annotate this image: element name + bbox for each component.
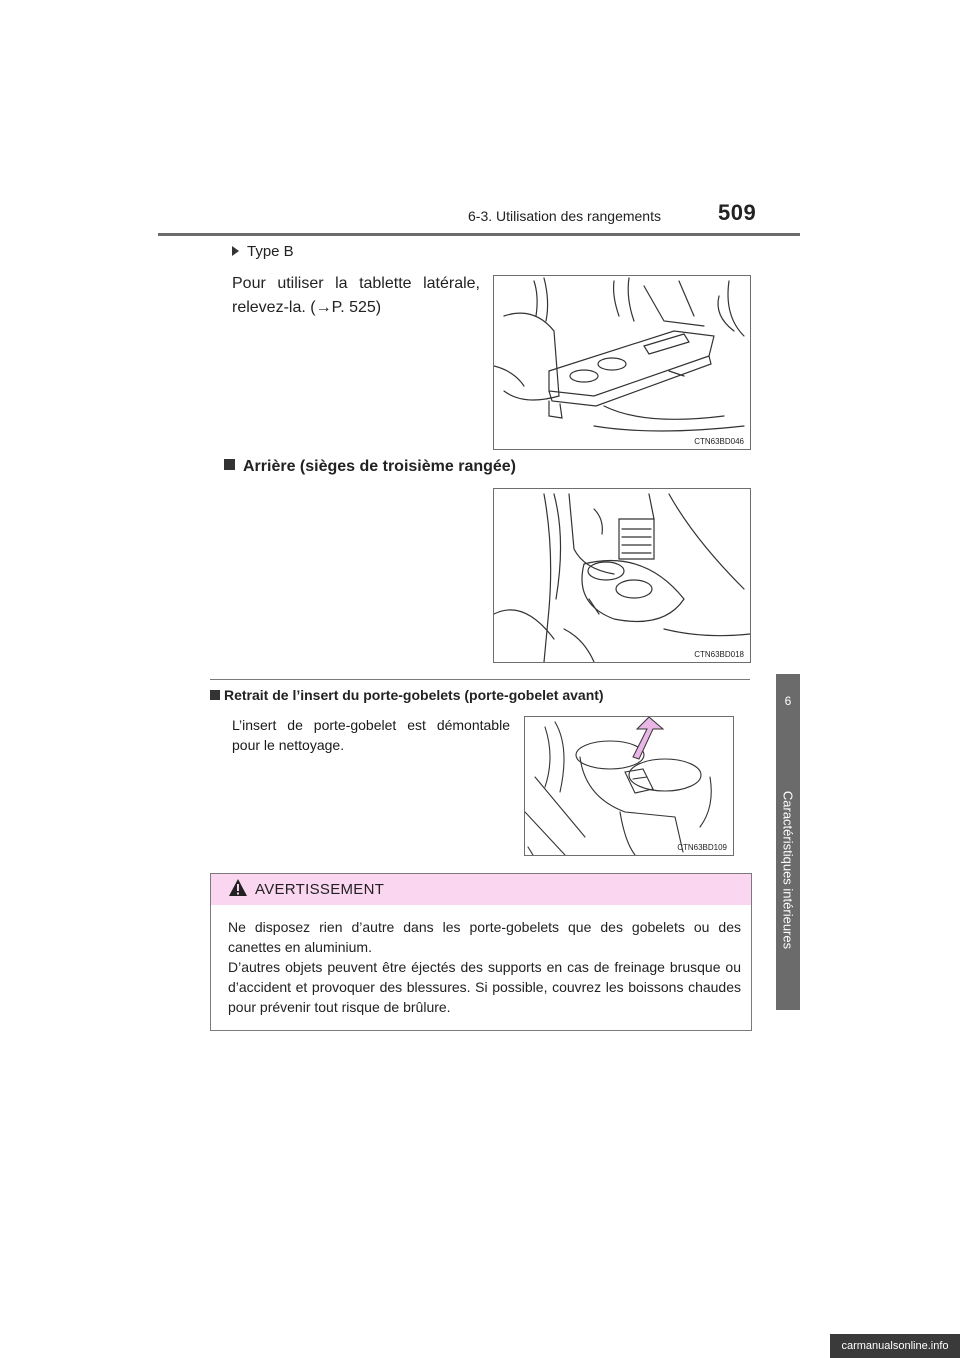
chapter-tab-number: 6 — [776, 674, 800, 729]
warning-text — [228, 917, 741, 1017]
figure-code: CTN63BD018 — [694, 650, 744, 659]
warning-line: D’autres objets peuvent être éjectés des supports en cas de freinage brusque ou d’accident et provoquer des blessures. Si possible, couvrez les boissons chaudes pour prévenir tout risque de brûlure. — [228, 959, 741, 1015]
figure-code: CTN63BD046 — [694, 437, 744, 446]
side-table-illustration — [493, 275, 751, 450]
cupholder-insert-drawing — [525, 717, 733, 855]
figure-code: CTN63BD109 — [677, 843, 727, 852]
type-b-label — [232, 243, 294, 260]
type-b-text: Type B — [247, 243, 294, 260]
rear-cupholder-drawing — [494, 489, 750, 662]
cupholder-insert-illustration — [524, 716, 734, 856]
square-bullet-icon — [224, 459, 235, 470]
chapter-tab-label: Caractéristiques intérieures — [780, 790, 796, 949]
warning-triangle-icon — [228, 878, 248, 898]
chapter-tab — [776, 729, 800, 1010]
side-table-drawing — [494, 276, 750, 449]
warning-box — [210, 873, 752, 1031]
warning-header — [211, 874, 751, 905]
watermark: carmanualsonline.info — [830, 1334, 960, 1358]
page-number: 509 — [718, 200, 757, 225]
rear-heading — [224, 458, 516, 476]
warning-title: AVERTISSEMENT — [255, 881, 385, 898]
type-b-paragraph: Pour utiliser la tablette latérale, relevez-la. (→P. 525) — [232, 275, 480, 316]
section-title: 6-3. Utilisation des rangements — [468, 208, 661, 224]
section-divider — [210, 679, 750, 680]
square-bullet-icon — [210, 690, 220, 700]
removal-heading-text: Retrait de l’insert du porte-gobelets (porte-gobelet avant) — [224, 687, 604, 703]
warning-line: Ne disposez rien d’autre dans les porte-gobelets que des gobelets ou des canettes en aluminium. — [228, 919, 741, 955]
header-rule — [158, 233, 800, 236]
triangle-bullet-icon — [232, 246, 239, 256]
removal-heading — [210, 687, 604, 703]
removal-paragraph: L’insert de porte-gobelet est démontable pour le nettoyage. — [232, 717, 510, 753]
rear-heading-text: Arrière (sièges de troisième rangée) — [243, 458, 517, 475]
rear-cupholder-illustration — [493, 488, 751, 663]
